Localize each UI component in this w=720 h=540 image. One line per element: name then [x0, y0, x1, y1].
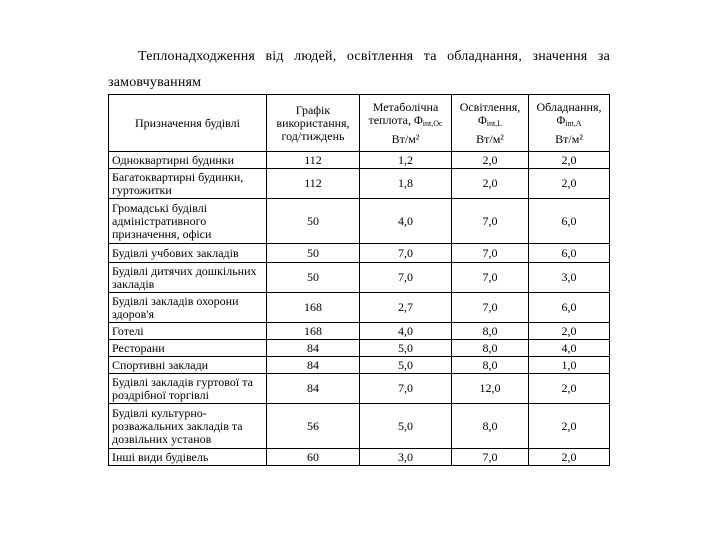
lighting-cell: 8,0 [452, 357, 529, 374]
usage-hours-cell: 84 [267, 340, 360, 357]
building-purpose-cell: Інші види будівель [109, 449, 267, 466]
usage-hours-cell: 50 [267, 263, 360, 293]
table-row [109, 357, 610, 374]
building-purpose-cell: Багатоквартирні будинки, гуртожитки [109, 169, 267, 199]
equipment-cell: 2,0 [529, 374, 610, 404]
equipment-cell: 2,0 [529, 404, 610, 449]
building-purpose-cell: Спортивні заклади [109, 357, 267, 374]
lighting-cell: 7,0 [452, 199, 529, 244]
lighting-cell: 8,0 [452, 404, 529, 449]
lighting-cell: 8,0 [452, 323, 529, 340]
table-row [109, 340, 610, 357]
table-row [109, 199, 610, 244]
usage-hours-cell: 50 [267, 244, 360, 263]
metabolic-heat-cell: 7,0 [360, 244, 452, 263]
heat-gains-table [108, 94, 610, 466]
header-metabolic-heat: Метаболічна теплота, $\Phi_{int,Oc}$ Вт/м² [360, 95, 452, 152]
equipment-cell: 2,0 [529, 323, 610, 340]
usage-hours-cell: 168 [267, 293, 360, 323]
table-row [109, 323, 610, 340]
table-row [109, 449, 610, 466]
header-usage-schedule: Графік використання, год/тиждень [267, 95, 360, 152]
metabolic-heat-cell: 4,0 [360, 323, 452, 340]
building-purpose-cell: Будівлі учбових закладів [109, 244, 267, 263]
lighting-cell: 2,0 [452, 152, 529, 169]
table-row [109, 169, 610, 199]
metabolic-heat-cell: 4,0 [360, 199, 452, 244]
equipment-cell: 2,0 [529, 449, 610, 466]
equipment-cell: 6,0 [529, 244, 610, 263]
header-lighting: Освітлення, $\Phi_{int,L}$ Вт/м² [452, 95, 529, 152]
document-heading: Теплонадходження від людей, освітлення та обладнання, значення за замовчуванням [108, 49, 610, 90]
metabolic-heat-cell: 3,0 [360, 449, 452, 466]
metabolic-heat-cell: 7,0 [360, 374, 452, 404]
table-body [109, 152, 610, 466]
usage-hours-cell: 112 [267, 152, 360, 169]
lighting-cell: 7,0 [452, 263, 529, 293]
usage-hours-cell: 112 [267, 169, 360, 199]
building-purpose-cell: Ресторани [109, 340, 267, 357]
metabolic-heat-cell: 1,8 [360, 169, 452, 199]
usage-hours-cell: 84 [267, 374, 360, 404]
equipment-cell: 3,0 [529, 263, 610, 293]
lighting-cell: 2,0 [452, 169, 529, 199]
building-purpose-cell: Громадські будівлі адміністративного призначення, офіси [109, 199, 267, 244]
metabolic-heat-cell: 5,0 [360, 404, 452, 449]
table-header-row [109, 95, 610, 152]
lighting-cell: 7,0 [452, 449, 529, 466]
lighting-cell: 7,0 [452, 293, 529, 323]
equipment-cell: 2,0 [529, 152, 610, 169]
usage-hours-cell: 50 [267, 199, 360, 244]
metabolic-heat-cell: 2,7 [360, 293, 452, 323]
building-purpose-cell: Будівлі дитячих дошкільних закладів [109, 263, 267, 293]
table-row [109, 152, 610, 169]
metabolic-heat-cell: 5,0 [360, 340, 452, 357]
lighting-cell: 12,0 [452, 374, 529, 404]
table-row [109, 244, 610, 263]
table-row [109, 404, 610, 449]
usage-hours-cell: 56 [267, 404, 360, 449]
equipment-cell: 6,0 [529, 293, 610, 323]
table-row [109, 293, 610, 323]
building-purpose-cell: Готелі [109, 323, 267, 340]
building-purpose-cell: Одноквартирні будинки [109, 152, 267, 169]
lighting-cell: 8,0 [452, 340, 529, 357]
building-purpose-cell: Будівлі культурно-розважальних закладів та дозвільних установ [109, 404, 267, 449]
table-row [109, 374, 610, 404]
metabolic-heat-cell: 7,0 [360, 263, 452, 293]
usage-hours-cell: 84 [267, 357, 360, 374]
metabolic-heat-cell: 1,2 [360, 152, 452, 169]
table-row [109, 263, 610, 293]
equipment-cell: 6,0 [529, 199, 610, 244]
equipment-cell: 1,0 [529, 357, 610, 374]
metabolic-heat-cell: 5,0 [360, 357, 452, 374]
building-purpose-cell: Будівлі закладів охорони здоров'я [109, 293, 267, 323]
equipment-cell: 2,0 [529, 169, 610, 199]
usage-hours-cell: 60 [267, 449, 360, 466]
building-purpose-cell: Будівлі закладів гуртової та роздрібної торгівлі [109, 374, 267, 404]
equipment-cell: 4,0 [529, 340, 610, 357]
header-equipment: Обладнання, $\Phi_{int,A}$ Вт/м² [529, 95, 610, 152]
usage-hours-cell: 168 [267, 323, 360, 340]
header-building-purpose: Призначення будівлі [109, 95, 267, 152]
lighting-cell: 7,0 [452, 244, 529, 263]
